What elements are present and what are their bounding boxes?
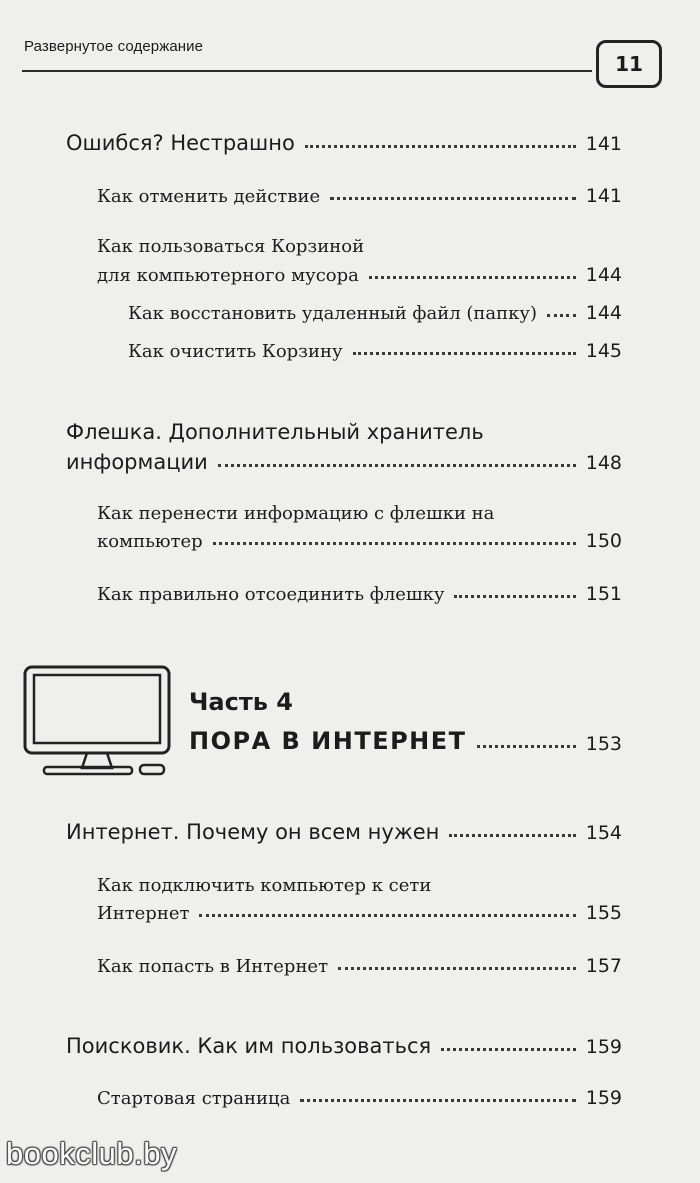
dot-leader bbox=[547, 314, 576, 317]
watermark: bookclub.by bbox=[6, 1136, 177, 1171]
toc-entry-page: 155 bbox=[585, 902, 622, 924]
dot-leader bbox=[454, 595, 575, 598]
toc-entry-title: Стартовая страница bbox=[97, 1088, 291, 1109]
toc-entry-podklyuchit-line1: Как подключить компьютер к сети bbox=[97, 875, 432, 896]
toc-entry-title: Ошибся? Нестрашно bbox=[66, 131, 295, 155]
toc-entry-page: 157 bbox=[585, 955, 622, 977]
toc-entry-part4[interactable] bbox=[189, 727, 622, 755]
dot-leader bbox=[353, 352, 576, 355]
toc-entry-page: 148 bbox=[585, 452, 622, 474]
toc-entry-oshibsya[interactable] bbox=[66, 131, 622, 155]
monitor-icon bbox=[22, 664, 172, 776]
dot-leader bbox=[218, 464, 576, 467]
toc-entry-korzina-line1: Как пользоваться Корзиной bbox=[97, 236, 365, 257]
toc-entry-page: 154 bbox=[585, 822, 622, 844]
dot-leader bbox=[213, 542, 576, 545]
toc-entry-fleshka-line1: Флешка. Дополнительный хранитель bbox=[66, 420, 484, 444]
toc-entry-page: 141 bbox=[585, 133, 622, 155]
dot-leader bbox=[477, 745, 576, 748]
toc-entry-title: Как восстановить удаленный файл (папку) bbox=[128, 303, 538, 324]
toc-entry-korzina[interactable] bbox=[97, 264, 622, 286]
toc-entry-title: Как попасть в Интернет bbox=[97, 956, 329, 977]
toc-entry-page: 141 bbox=[585, 185, 622, 207]
toc-entry-title: для компьютерного мусора bbox=[97, 265, 359, 286]
toc-entry-ochistit[interactable] bbox=[128, 340, 622, 362]
page-number: 11 bbox=[615, 52, 643, 76]
toc-entry-poiskovik[interactable] bbox=[66, 1034, 622, 1058]
running-head: Развернутое содержание bbox=[24, 38, 204, 55]
part-label: Часть 4 bbox=[189, 688, 293, 716]
toc-entry-page: 144 bbox=[585, 302, 622, 324]
toc-entry-podklyuchit[interactable] bbox=[97, 902, 622, 924]
toc-entry-page: 151 bbox=[585, 583, 622, 605]
toc-entry-title: Как правильно отсоединить флешку bbox=[97, 584, 445, 605]
dot-leader bbox=[369, 276, 576, 279]
toc-entry-page: 153 bbox=[585, 733, 622, 755]
toc-entry-title: Интернет bbox=[97, 903, 190, 924]
toc-entry-page: 159 bbox=[585, 1036, 622, 1058]
dot-leader bbox=[330, 197, 576, 200]
toc-entry-fleshka[interactable] bbox=[66, 450, 622, 474]
toc-entry-page: 150 bbox=[585, 530, 622, 552]
toc-entry-title: компьютер bbox=[97, 531, 203, 552]
page-number-box bbox=[596, 40, 662, 88]
toc-entry-title: Как отменить действие bbox=[97, 186, 321, 207]
toc-entry-page: 159 bbox=[585, 1087, 622, 1109]
toc-entry-popast[interactable] bbox=[97, 955, 622, 977]
toc-entry-otmenit[interactable] bbox=[97, 185, 622, 207]
dot-leader bbox=[300, 1099, 575, 1102]
toc-entry-vosstanovit[interactable] bbox=[128, 302, 622, 324]
dot-leader bbox=[449, 834, 575, 837]
toc-entry-perenesti[interactable] bbox=[97, 530, 622, 552]
dot-leader bbox=[199, 914, 575, 917]
toc-entry-startovaya[interactable] bbox=[97, 1087, 622, 1109]
toc-entry-internet[interactable] bbox=[66, 820, 622, 844]
toc-entry-otsoedinit[interactable] bbox=[97, 583, 622, 605]
toc-entry-page: 145 bbox=[585, 340, 622, 362]
toc-entry-title: Как очистить Корзину bbox=[128, 341, 343, 362]
toc-entry-page: 144 bbox=[585, 264, 622, 286]
header-rule bbox=[22, 70, 592, 72]
dot-leader bbox=[338, 967, 576, 970]
dot-leader bbox=[441, 1048, 576, 1051]
toc-entry-title: информации bbox=[66, 450, 208, 474]
toc-entry-title: Интернет. Почему он всем нужен bbox=[66, 820, 440, 844]
part-title: ПОРА В ИНТЕРНЕТ bbox=[189, 727, 467, 755]
dot-leader bbox=[305, 145, 576, 148]
toc-entry-perenesti-line1: Как перенести информацию с флешки на bbox=[97, 503, 495, 524]
toc-entry-title: Поисковик. Как им пользоваться bbox=[66, 1034, 432, 1058]
